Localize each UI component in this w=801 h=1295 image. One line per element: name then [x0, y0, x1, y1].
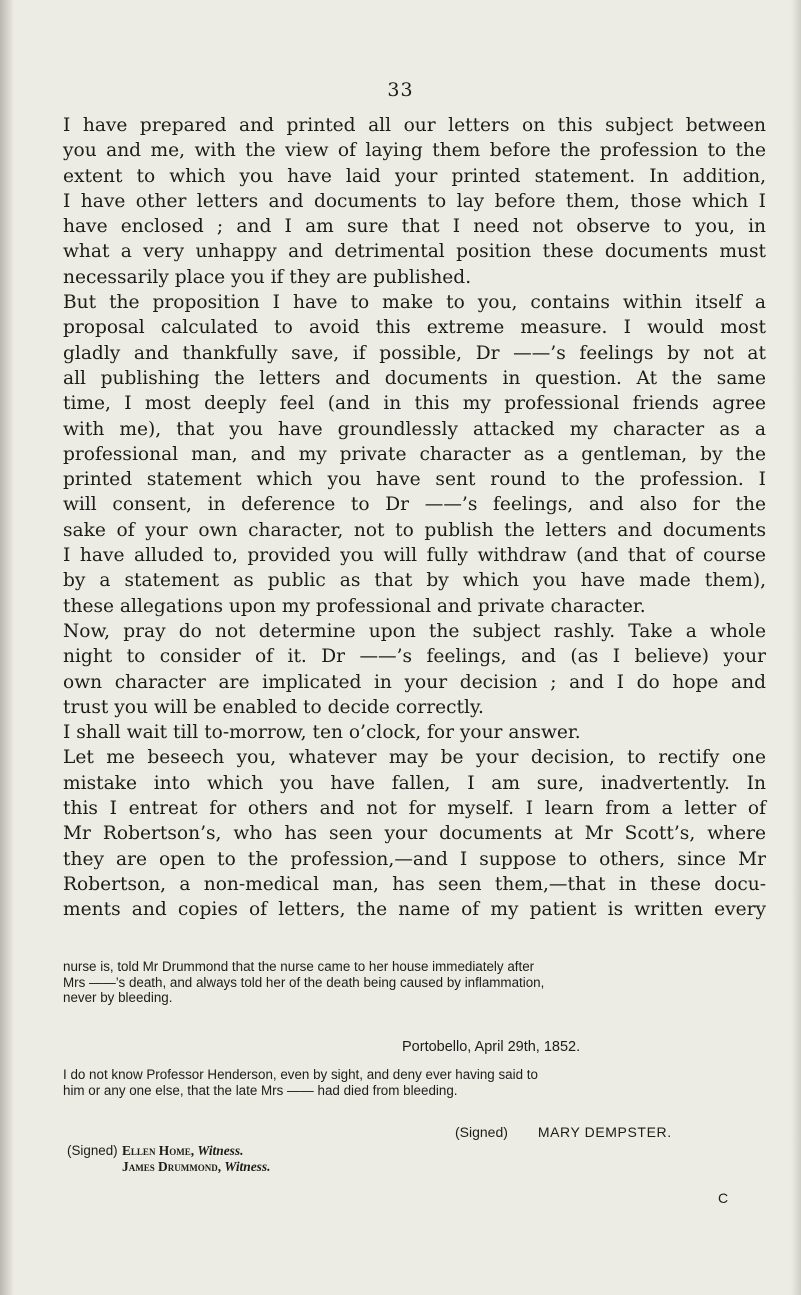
text-line: I shall wait till to-morrow, ten o’clock, for your answer. — [63, 722, 581, 744]
witness-name: Ellen Home, — [122, 1143, 195, 1158]
text-line: these allegations upon my professional and private character. — [63, 595, 646, 617]
text-line: by a statement as public as that by which you have made them), — [63, 570, 766, 592]
text-line: ments and copies of letters, the name of my patient is written every — [63, 899, 766, 921]
place-date: Portobello, April 29th, 1852. — [402, 1039, 581, 1055]
witness-role: Witness. — [224, 1159, 271, 1174]
text-line: Robertson, a non-medical man, has seen them,—that in these docu- — [63, 873, 766, 895]
text-line: mistake into which you have fallen, I am sure, inadvertently. In — [63, 772, 766, 794]
text-line: night to consider of it. Dr ——’s feelings, and (as I believe) your — [63, 646, 766, 668]
text-line: I have other letters and documents to lay before them, those which I — [63, 190, 766, 212]
text-line: But the proposition I have to make to you, contains within itself a — [63, 292, 766, 314]
witness-block — [122, 1143, 270, 1175]
text-line: will consent, in deference to Dr ——’s feelings, and also for the — [63, 494, 766, 516]
statement-line: I do not know Professor Henderson, even by sight, and deny ever having said to — [63, 1067, 538, 1082]
text-line: have enclosed ; and I am sure that I need not observe to you, in — [63, 216, 766, 238]
text-line: this I entreat for others and not for myself. I learn from a letter of — [63, 798, 766, 820]
letter-body — [63, 113, 766, 923]
text-line: own character are implicated in your decision ; and I do hope and — [63, 671, 766, 693]
text-line: Let me beseech you, whatever may be your decision, to rectify one — [63, 747, 766, 769]
text-line: what a very unhappy and detrimental position these documents must — [63, 241, 766, 263]
text-line: with me), that you have groundlessly attacked my character as a — [63, 418, 766, 440]
footnote — [63, 959, 766, 1006]
text-line: all publishing the letters and documents in question. At the same — [63, 367, 766, 389]
text-line: Mr Robertson’s, who has seen your documents at Mr Scott’s, where — [63, 823, 766, 845]
text-line: printed statement which you have sent round to the profession. I — [63, 469, 766, 491]
page-right-edge — [791, 0, 801, 1295]
signer-name: MARY DEMPSTER. — [537, 1124, 672, 1140]
footnote-line: nurse is, told Mr Drummond that the nurse came to her house immediately after — [63, 959, 535, 974]
footnote-line: never by bleeding. — [63, 990, 173, 1005]
text-line: proposal calculated to avoid this extreme measure. I would most — [63, 317, 766, 339]
page-number: 33 — [387, 79, 414, 101]
signature-line — [455, 1124, 672, 1140]
page-binding-edge — [0, 0, 14, 1295]
text-line: sake of your own character, not to publish the letters and documents — [63, 519, 766, 541]
text-line: extent to which you have laid your printed statement. In addition, — [63, 165, 766, 187]
statement-line: him or any one else, that the late Mrs —— had died from bleeding. — [63, 1083, 458, 1098]
text-line: necessarily place you if they are published. — [63, 266, 472, 288]
footnote-line: Mrs ——’s death, and always told her of the death being caused by inflammation, — [63, 974, 545, 990]
text-line: I have prepared and printed all our letters on this subject between — [63, 115, 766, 136]
witness-entry — [122, 1143, 270, 1159]
text-line: Now, pray do not determine upon the subject rashly. Take a whole — [63, 620, 766, 642]
witness-name: James Drummond, — [122, 1159, 222, 1174]
text-line: I have alluded to, provided you will fully withdraw (and that of course — [63, 545, 766, 567]
witness-role: Witness. — [197, 1143, 244, 1158]
text-line: trust you will be enabled to decide correctly. — [63, 696, 484, 718]
witness-entry — [122, 1159, 270, 1175]
text-line: professional man, and my private character as a gentleman, by the — [63, 443, 766, 465]
signature-mark: C — [718, 1190, 729, 1206]
text-line: you and me, with the view of laying them before the profession to the — [63, 140, 766, 162]
text-line: gladly and thankfully save, if possible, Dr ——’s feelings by not at — [63, 342, 766, 364]
text-line: time, I most deeply feel (and in this my professional friends agree — [63, 393, 766, 415]
signed-label: (Signed) — [455, 1124, 508, 1140]
witness-signed-label: (Signed) — [67, 1143, 118, 1158]
statement — [63, 1067, 766, 1099]
text-line: they are open to the profession,—and I suppose to others, since Mr — [63, 848, 766, 870]
